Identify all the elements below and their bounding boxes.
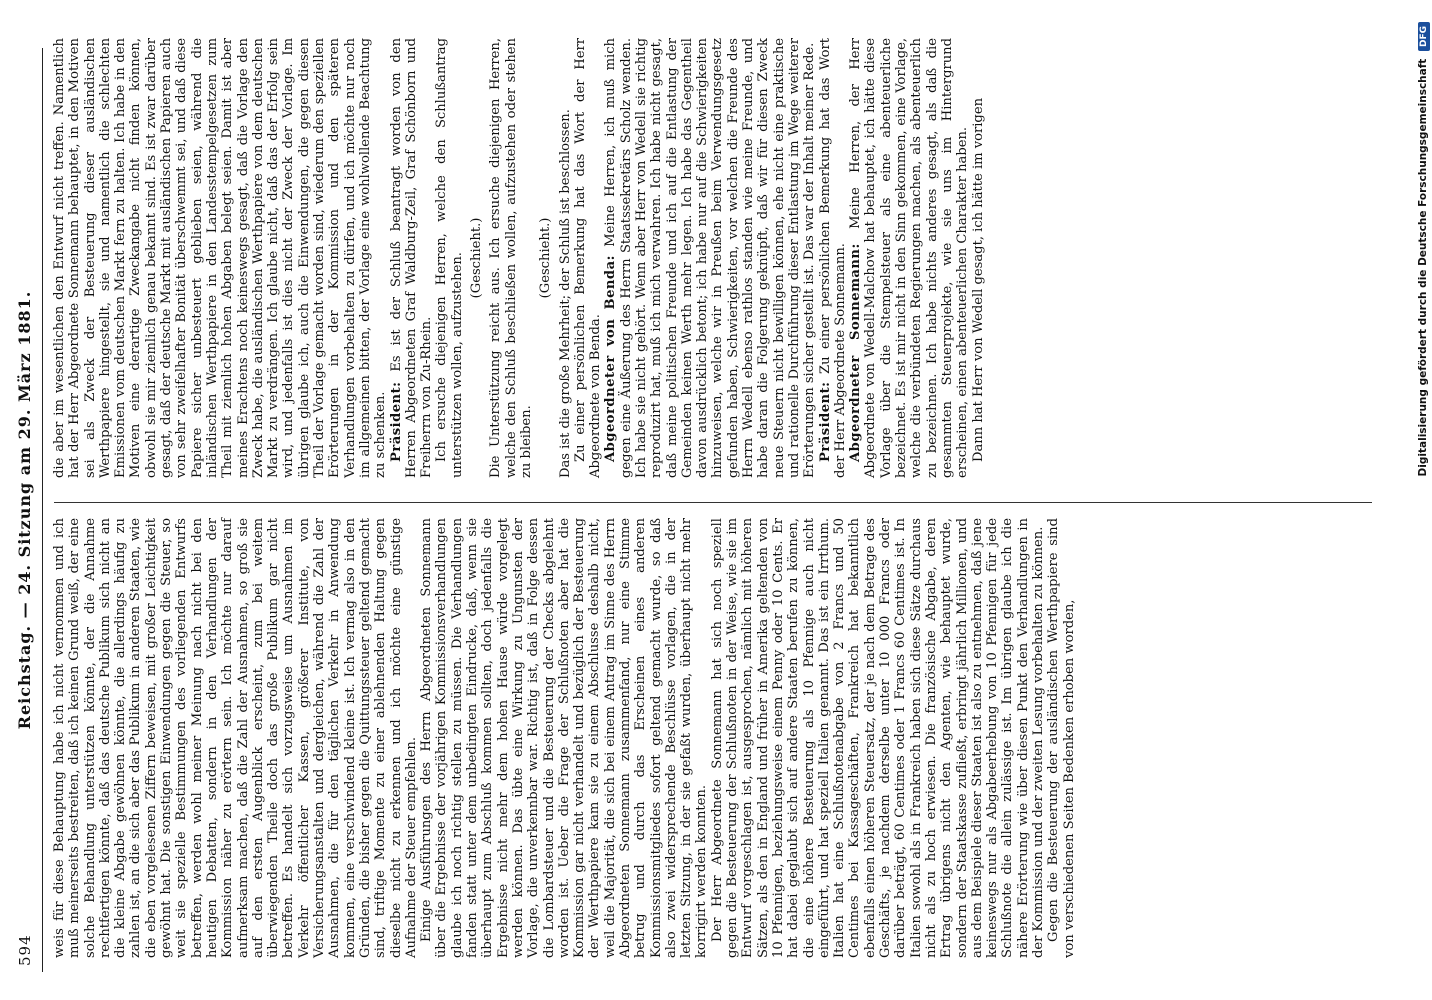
speech-paragraph [848, 38, 970, 478]
speaker-name: Präsident: [817, 381, 833, 462]
paragraph: Einige Ausführungen des Herrn Abgeordneten Sonnemann über die Ergebnisse der vorjährigen Kommissionsverhandlungen glaube ich noch richtig stellen zu müssen. Die Verhandlungen fanden statt unter dem unbedingten Eindrucke, daß, wenn sie überhaupt zum Abschluß kommen sollten, doch jedenfalls die Ergebnisse nicht mehr dem hohen Hause würde vorgelegt werden können. Das übte eine Wirkung zu Ungunsten der Vorlage, die unverkennbar war. Richtig ist, daß in Folge dessen die Lombardsteuer und die Besteuerung der Checks abgelehnt worden ist. Ueber die Frage der Schlußnoten aber hat die Kommission gar nicht verhandelt und bezüglich der Besteuerung der Werthpapiere kam sie zu einem Abschlusse deshalb nicht, weil die Majorität, die sich bei einem Antrag im Sinne des Herrn Abgeordneten Sonnemann zusammenfand, nur eine Stimme betrug und durch das Erscheinen eines anderen Kommissionsmitgliedes sofort geltend gemacht wurde, so daß also zwei widersprechende Beschlüsse vorlagen, die in der letzten Sitzung, in der sie gefaßt wurden, überhaupt nicht mehr korrigirt werden konnten. [419, 518, 710, 958]
left-column [52, 518, 1077, 958]
right-column [52, 38, 986, 478]
paragraph [558, 38, 573, 478]
paragraph: weis für diese Behauptung habe ich nicht vernommen und ich muß meinerseits bestreiten, daß ich keinen Grund weiß, der eine solche Behandlung unterstützen könnte, der die Annahme rechtfertigen könnte, daß das deutsche Publikum sich nicht an die kleine Abgabe gewöhnen könnte, die allerdings häufig zu zahlen ist, an die sich aber das Publikum in anderen Staaten, wie die eben vorgelesenen Ziffern beweisen, mit großer Leichtigkeit gewöhnt hat. Die sonstigen Einwendungen gegen die Steuer, so weit sie spezielle Bestimmungen des vorliegenden Entwurfs betreffen, werden wohl meiner Meinung nach nicht bei den heutigen Debatten, sondern in den Verhandlungen der Kommission näher zu erörtern sein. Ich möchte nur darauf aufmerksam machen, daß die Zahl der Ausnahmen, so groß sie auf den ersten Augenblick erscheint, zum bei weitem überwiegenden Theile doch das große Publikum gar nicht betreffen. Es handelt sich vorzugsweise um Ausnahmen im Verkehr öffentlicher Kassen, größerer Institute, von Versicherungsanstalten und dergleichen, während die Zahl der Ausnahmen, die für den täglichen Verkehr in Anwendung kommen, eine verschwindend kleine ist. Ich vermag also in den Gründen, die bisher gegen die Quittungssteuer geltend gemacht sind, triftige Momente zu einer ablehnenden Haltung gegen dieselbe nicht zu erkennen und ich möchte eine günstige Aufnahme der Steuer empfehlen. [52, 518, 419, 958]
paragraph-text: Zu einer persönlichen Bemerkung hat das Wort der Herr Abgeordnete Sonnemann. [817, 38, 848, 478]
digitization-credit [1417, 0, 1430, 1000]
speech-paragraph [818, 38, 849, 478]
paragraph [434, 38, 465, 478]
paragraph-text: Ich ersuche diejenigen Herren, welche den Schlußantrag unterstützen wollen, aufzustehen. [434, 38, 465, 478]
speech-paragraph [603, 38, 817, 478]
page-number: 594 [16, 934, 34, 966]
paragraph-text: Meine Herren, ich muß mich gegen eine Äußerung des Herrn Staatssekretärs Scholz wenden. Ich habe sie nicht gehört. Wenn aber Herr von Wedell sie richtig reproduzirt hat, muß ich mich verwahren. Ich habe nicht gesagt, daß meine politischen Freunde und ich auf die Entlastung der Gemeinden keinen Werth mehr legen. Ich habe das Gegentheil davon ausdrücklich betont; ich habe nur auf die Schwierigkeiten hinzuweisen, welche wir in Preußen beim Verwendungsgesetz gefunden haben, Schwierigkeiten, vor welchen die Freunde des Herrn Wedell ebenso rathlos standen wie meine Freunde, und habe daran die Folgerung geknüpft, daß wir für diesen Zweck neue Steuern nicht bewilligen können, ehe nicht eine praktische und rationelle Durchführung dieser Entlastung im Wege weiterer Erörterungen sicher gestellt ist. Das war der Inhalt meiner Rede. [603, 38, 818, 478]
speaker-name: Präsident: [388, 381, 404, 462]
speaker-name: Abgeordneter Sonnemann: [848, 243, 864, 462]
paragraph [488, 38, 534, 478]
paragraph: Gegen die Besteuerung der ausländischen Werthpapiere sind von verschiedenen Seiten Bedenken erhoben worden, [1046, 518, 1077, 958]
paragraph [573, 38, 604, 478]
paragraph [971, 38, 986, 478]
running-title: Reichstag. — 24. Sitzung am 29. März 1881. [15, 290, 34, 730]
page-header [8, 48, 43, 972]
paragraph: Der Herr Abgeordnete Sonnemann hat sich noch speziell gegen die Besteuerung der Schlußnoten in der Weise, wie sie im Entwurf vorgeschlagen ist, ausgesprochen, nämlich mit höheren Sätzen, als den in England und früher in Amerika geltenden von 10 Pfennigen, beziehungsweise einem Penny oder 10 Cents. Er hat dabei geglaubt sich auf andere Staaten berufen zu können, die eine höhere Besteuerung als 10 Pfennige auch nicht eingeführt, und hat speziell Italien genannt. Das ist ein Irrthum. Italien hat eine Schlußnotenabgabe von 2 Francs und 50 Centimes bei Kassageschäften, Frankreich hat bekanntlich ebenfalls einen höheren Steuersatz, der je nach dem Betrage des Geschäfts, je nachdem derselbe unter 10 000 Francs oder darüber beträgt, 60 Centimes oder 1 Francs 60 Centimes ist. In Italien sowohl als in Frankreich haben sich diese Sätze durchaus nicht als zu hoch erwiesen. Die französische Abgabe, deren Ertrag übrigens nicht den Agenten, wie behauptet wurde, sondern der Staatskasse zufließt, erbringt jährlich Millionen, und aus dem Beispiele dieser Staaten ist also zu entnehmen, daß jene keineswegs nur als Abgabeerhebung von 10 Pfennigen für jede Schlußnote die allein zulässige ist. Im übrigen glaube ich die nähere Erörterung wie über diesen Punkt den Verhandlungen in der Kommission und der zweiten Lesung vorbehalten zu können. [709, 518, 1046, 958]
paragraph-text: Es ist der Schluß beantragt worden von den Herren Abgeordneten Graf Waldburg-Zeil, Graf Schönborn und Freiherrn von Zu-Rhein. [388, 38, 435, 478]
dfg-logo: DFG [1418, 22, 1430, 51]
paragraph-text: Dann hat Herr von Wedell gesagt, ich hätte im vorigen [970, 98, 986, 462]
paragraph-text: Die Unterstützung reicht aus. Ich ersuche diejenigen Herren, welche den Schluß beschließen wollen, aufzustehen oder stehen zu bleiben. [488, 38, 534, 478]
paragraph [52, 38, 389, 478]
paragraph-text: die aber im wesentlichen den Entwurf nicht treffen. Namentlich hat der Herr Abgeordnete Sonnemann behauptet, in den Motiven sei als Zweck der Besteuerung dieser ausländischen Werthpapiere hingestellt, sie und namentlich die schlechten Emissionen vom deutschen Markt fern zu halten. Ich habe in den Motiven eine derartige Zweckangabe nicht finden können, obwohl sie mir ziemlich genau bekannt sind. Es ist zwar darüber gesagt, daß der deutsche Markt mit ausländischen Papieren auch von sehr zweifelhafter Bonität überschwemmt sei, und daß diese Papiere sicher unbesteuert geblieben seien, während die inländischen Werthpapiere in den Landesstempelgesetzen zum Theil mit ziemlich hohen Abgaben belegt seien. Damit ist aber meines Erachtens noch keineswegs gesagt, daß die Vorlage den Zweck habe, die ausländischen Werthpapiere von dem deutschen Markt zu verdrängen. Ich glaube nicht, daß das der Erfolg sein wird, und jedenfalls ist dies nicht der Zweck der Vorlage. Im übrigen glaube ich, auch die Einwendungen, die gegen diesen Theil der Vorlage gemacht worden sind, wiederum den speziellen Erörterungen in der Kommission und den späteren Verhandlungen vorbehalten zu dürfen, und ich möchte nur noch im allgemeinen bitten, der Vorlage eine wohlwollende Beachtung zu schenken. [52, 38, 389, 478]
speaker-name: Abgeordneter von Benda: [603, 255, 619, 462]
speech-paragraph [389, 38, 435, 478]
stage-direction: (Geschieht.) [538, 217, 554, 299]
credit-text: Digitalisierung gefördert durch die Deutsche Forschungsgemeinschaft [1417, 58, 1429, 477]
paragraph-text: Meine Herren, der Herr Abgeordnete von Wedell-Malchow hat behauptet, ich hätte diese Vorlage über die Stempelsteuer als eine abenteuerliche bezeichnet. Es ist mir nicht in den Sinn gekommen, eine Vorlage, welche die verbündeten Regierungen machen, als abenteuerlich zu bezeichnen. Ich habe nichts anderes gesagt, als daß die gesammten Steuerprojekte, wie sie uns im Hintergrund erscheinen, einen abenteuerlichen Charakter haben. [848, 38, 971, 478]
stage-direction: (Geschieht.) [469, 217, 485, 299]
column-divider [54, 502, 1372, 503]
paragraph-text: Das ist die große Mehrheit; der Schluß ist beschlossen. [557, 109, 573, 478]
paragraph-text: Zu einer persönlichen Bemerkung hat das Wort der Herr Abgeordnete von Benda. [572, 38, 604, 478]
